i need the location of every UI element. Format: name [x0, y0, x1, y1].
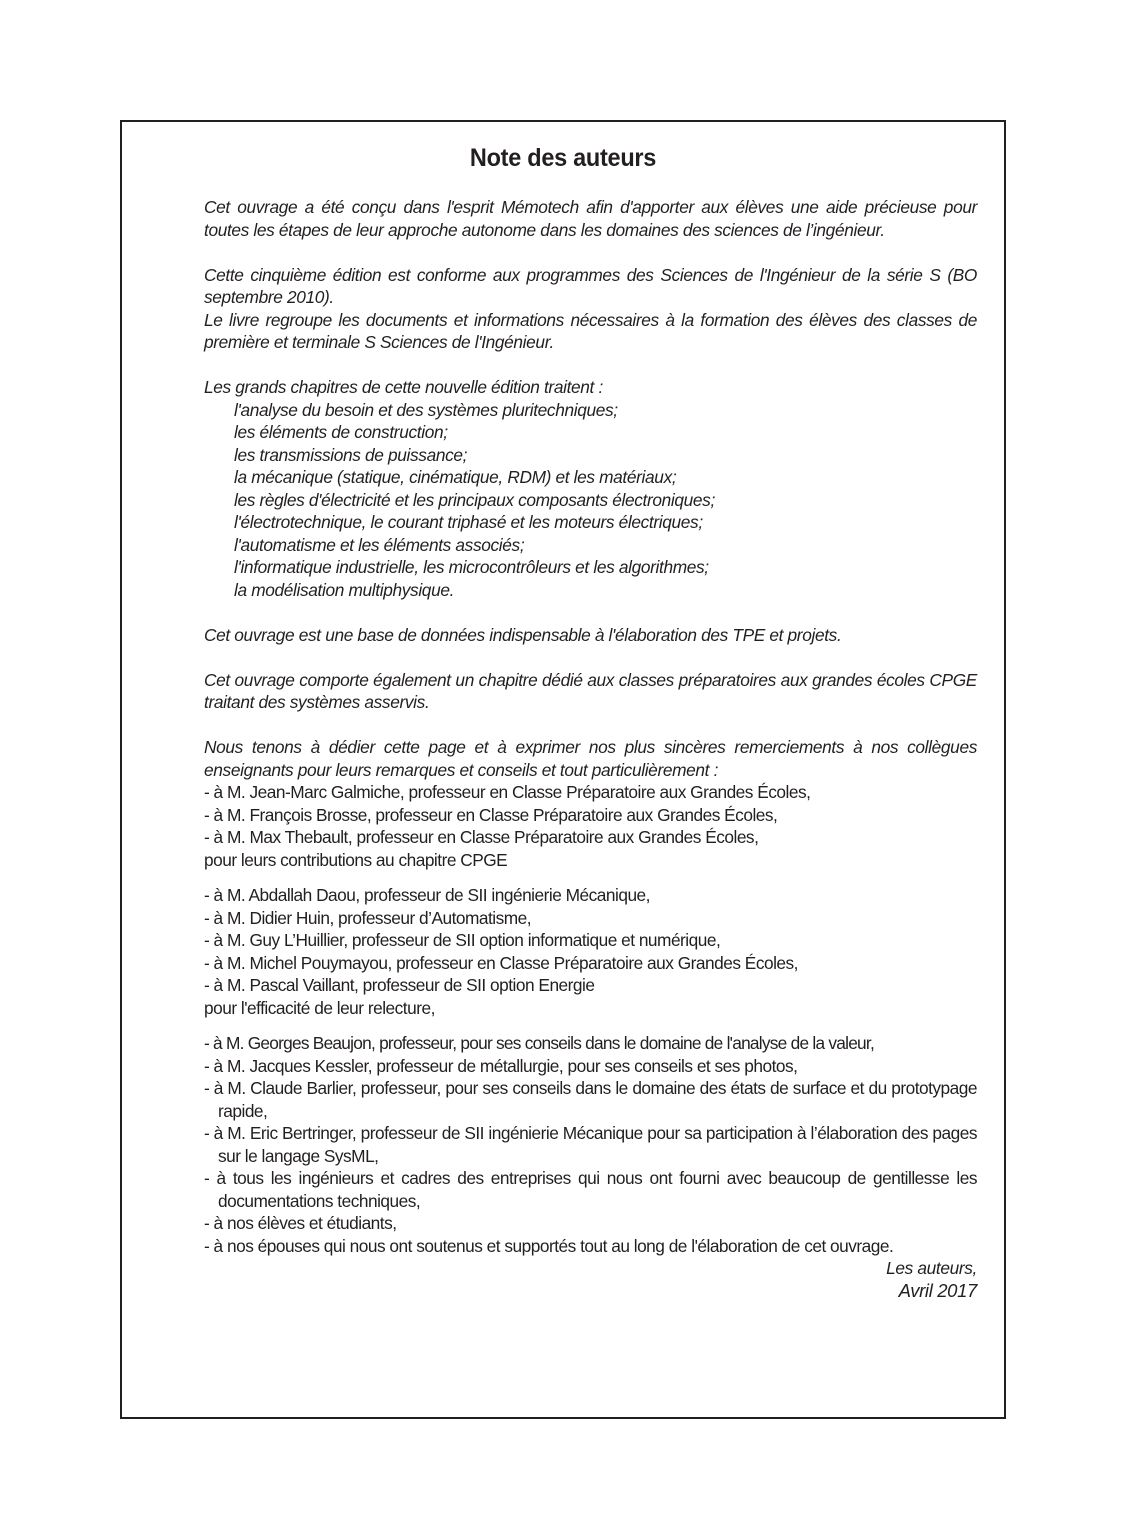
chapter-item: la modélisation multiphysique.	[234, 579, 455, 600]
acknowledgment-item: - à M. Jean-Marc Galmiche, professeur en Classe Préparatoire aux Grandes Écoles,	[204, 782, 811, 802]
cpge-paragraph: Cet ouvrage comporte également un chapitre dédié aux classes préparatoires aux grandes écoles CPGE traitant des systèmes asservis.	[204, 669, 977, 712]
acknowledgment-item: - à M. Didier Huin, professeur d’Automatisme,	[204, 907, 532, 928]
acknowledgment-item: - à M. Pascal Vaillant, professeur de SII option Energie	[204, 975, 595, 995]
note-frame	[120, 120, 1006, 1419]
acknowledgment-closing: pour leurs contributions au chapitre CPGE	[204, 849, 508, 870]
chapter-item: l'automatisme et les éléments associés;	[234, 534, 525, 555]
page-title: Note des auteurs	[469, 144, 657, 172]
chapters-list	[204, 399, 977, 602]
chapter-item: les transmissions de puissance;	[234, 444, 468, 465]
database-paragraph: Cet ouvrage est une base de données indispensable à l'élaboration des TPE et projets.	[204, 624, 842, 645]
chapter-item: l'électrotechnique, le courant triphasé et les moteurs électriques;	[234, 512, 703, 532]
chapter-item: l'analyse du besoin et des systèmes pluritechniques;	[234, 399, 618, 420]
acknowledgment-item: - à M. Claude Barlier, professeur, pour ses conseils dans le domaine des états de surface et du prototypage rapide,	[204, 1078, 977, 1121]
signature: Les auteurs,	[886, 1258, 977, 1278]
acknowledgment-item: - à M. Guy L’Huillier, professeur de SII option informatique et numérique,	[204, 930, 721, 950]
acknowledgment-closing: pour l'efficacité de leur relecture,	[204, 997, 435, 1018]
acknowledgment-item: - à tous les ingénieurs et cadres des entreprises qui nous ont fourni avec beaucoup de gentillesse les documentations techniques,	[204, 1168, 977, 1211]
intro-paragraph: Cet ouvrage a été conçu dans l'esprit Mémotech afin d'apporter aux élèves une aide précieuse pour toutes les étapes de leur approche autonome dans les domaines des sciences de l’ingénieur.	[204, 197, 977, 240]
acknowledgment-group-cpge	[204, 781, 977, 871]
edition-paragraph: Cette cinquième édition est conforme aux programmes des Sciences de l'Ingénieur de la série S (BO septembre 2010).	[204, 264, 977, 307]
acknowledgment-item: - à M. Georges Beaujon, professeur, pour ses conseils dans le domaine de l'analyse de la valeur,	[204, 1033, 875, 1053]
chapter-item: la mécanique (statique, cinématique, RDM) et les matériaux;	[234, 467, 677, 487]
acknowledgment-item: - à nos élèves et étudiants,	[204, 1213, 397, 1233]
acknowledgment-item: - à M. François Brosse, professeur en Classe Préparatoire aux Grandes Écoles,	[204, 804, 778, 825]
chapter-item: les éléments de construction;	[234, 422, 448, 442]
chapter-item: les règles d'électricité et les principaux composants électroniques;	[234, 489, 715, 510]
acknowledgment-item: - à M. Abdallah Daou, professeur de SII ingénierie Mécanique,	[204, 885, 650, 905]
acknowledgment-item: - à M. Michel Pouymayou, professeur en Classe Préparatoire aux Grandes Écoles,	[204, 952, 798, 973]
acknowledgment-item: - à M. Jacques Kessler, professeur de métallurgie, pour ses conseils et ses photos,	[204, 1055, 798, 1076]
chapter-item: l'informatique industrielle, les microcontrôleurs et les algorithmes;	[234, 557, 709, 577]
note-body	[204, 196, 977, 1302]
acknowledgment-group-others	[204, 1032, 977, 1257]
acknowledgment-item: - à M. Eric Bertringer, professeur de SII ingénierie Mécanique pour sa participation à l’élaboration des pages sur le langage SysML,	[204, 1123, 977, 1166]
book-content-paragraph: Le livre regroupe les documents et informations nécessaires à la formation des élèves des classes de première et terminale S Sciences de l'Ingénieur.	[204, 309, 977, 352]
acknowledgment-item: - à M. Max Thebault, professeur en Classe Préparatoire aux Grandes Écoles,	[204, 827, 759, 847]
chapters-intro: Les grands chapitres de cette nouvelle édition traitent :	[204, 377, 603, 397]
acknowledgment-group-review	[204, 884, 977, 1019]
acknowledgment-item: - à nos épouses qui nous ont soutenus et supportés tout au long de l'élaboration de cet ouvrage.	[204, 1235, 894, 1256]
thanks-intro: Nous tenons à dédier cette page et à exprimer nos plus sincères remerciements à nos collègues enseignants pour leurs remarques et conseils et tout particulièrement :	[204, 737, 977, 780]
signature-date: Avril 2017	[898, 1279, 977, 1301]
